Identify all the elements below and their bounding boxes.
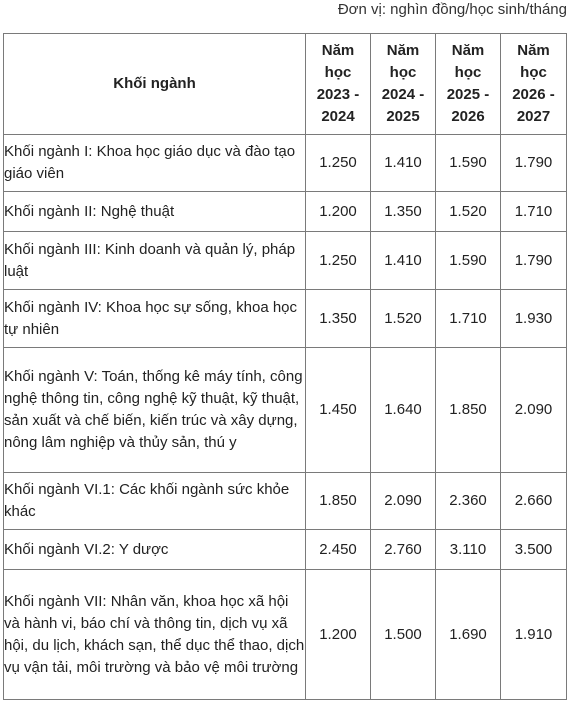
cell-2025-2026: 1.690 — [436, 570, 501, 700]
cell-2024-2025: 1.350 — [371, 192, 436, 232]
cell-2026-2027: 1.790 — [501, 232, 567, 290]
row-field-name: Khối ngành V: Toán, thống kê máy tính, công nghệ thông tin, công nghệ kỹ thuật, kỹ thuật, sản xuất và chế biến, kiến trúc và xây dựng, nông lâm nghiệp và thủy sản, thú y — [4, 348, 306, 473]
table-row — [4, 348, 567, 473]
cell-2025-2026: 2.360 — [436, 473, 501, 530]
cell-2023-2024: 1.250 — [306, 232, 371, 290]
header-year-2024-2025: Năm học 2024 - 2025 — [371, 34, 436, 135]
cell-2023-2024: 1.350 — [306, 290, 371, 348]
table-row — [4, 530, 567, 570]
header-field: Khối ngành — [4, 34, 306, 135]
row-field-name: Khối ngành III: Kinh doanh và quản lý, pháp luật — [4, 232, 306, 290]
cell-2023-2024: 1.200 — [306, 570, 371, 700]
header-year-2023-2024: Năm học 2023 - 2024 — [306, 34, 371, 135]
tuition-table — [3, 33, 567, 700]
row-field-name: Khối ngành I: Khoa học giáo dục và đào tạo giáo viên — [4, 135, 306, 192]
cell-2023-2024: 1.850 — [306, 473, 371, 530]
row-field-name: Khối ngành VI.2: Y dược — [4, 530, 306, 570]
cell-2025-2026: 1.590 — [436, 232, 501, 290]
row-field-name: Khối ngành IV: Khoa học sự sống, khoa học tự nhiên — [4, 290, 306, 348]
cell-2024-2025: 2.760 — [371, 530, 436, 570]
cell-2023-2024: 1.450 — [306, 348, 371, 473]
table-row — [4, 473, 567, 530]
cell-2026-2027: 1.710 — [501, 192, 567, 232]
cell-2026-2027: 1.930 — [501, 290, 567, 348]
cell-2024-2025: 1.520 — [371, 290, 436, 348]
header-year-2025-2026: Năm học 2025 - 2026 — [436, 34, 501, 135]
cell-2026-2027: 1.910 — [501, 570, 567, 700]
header-year-2026-2027: Năm học 2026 - 2027 — [501, 34, 567, 135]
cell-2026-2027: 2.660 — [501, 473, 567, 530]
table-row — [4, 192, 567, 232]
cell-2024-2025: 1.410 — [371, 135, 436, 192]
cell-2025-2026: 1.710 — [436, 290, 501, 348]
header-row — [4, 34, 567, 135]
cell-2026-2027: 3.500 — [501, 530, 567, 570]
cell-2025-2026: 3.110 — [436, 530, 501, 570]
table-row — [4, 570, 567, 700]
cell-2023-2024: 1.250 — [306, 135, 371, 192]
cell-2023-2024: 1.200 — [306, 192, 371, 232]
cell-2026-2027: 2.090 — [501, 348, 567, 473]
table-row — [4, 135, 567, 192]
unit-note: Đơn vị: nghìn đồng/học sinh/tháng — [337, 1, 567, 18]
cell-2023-2024: 2.450 — [306, 530, 371, 570]
cell-2024-2025: 1.410 — [371, 232, 436, 290]
cell-2025-2026: 1.590 — [436, 135, 501, 192]
table-row — [4, 290, 567, 348]
cell-2026-2027: 1.790 — [501, 135, 567, 192]
row-field-name: Khối ngành VII: Nhân văn, khoa học xã hội và hành vi, báo chí và thông tin, dịch vụ xã hội, du lịch, khách sạn, thể dục thể thao, dịch vụ vận tải, môi trường và bảo vệ môi trường — [4, 570, 306, 700]
cell-2024-2025: 2.090 — [371, 473, 436, 530]
cell-2025-2026: 1.520 — [436, 192, 501, 232]
cell-2024-2025: 1.640 — [371, 348, 436, 473]
table-row — [4, 232, 567, 290]
cell-2024-2025: 1.500 — [371, 570, 436, 700]
row-field-name: Khối ngành II: Nghệ thuật — [4, 192, 306, 232]
cell-2025-2026: 1.850 — [436, 348, 501, 473]
row-field-name: Khối ngành VI.1: Các khối ngành sức khỏe khác — [4, 473, 306, 530]
